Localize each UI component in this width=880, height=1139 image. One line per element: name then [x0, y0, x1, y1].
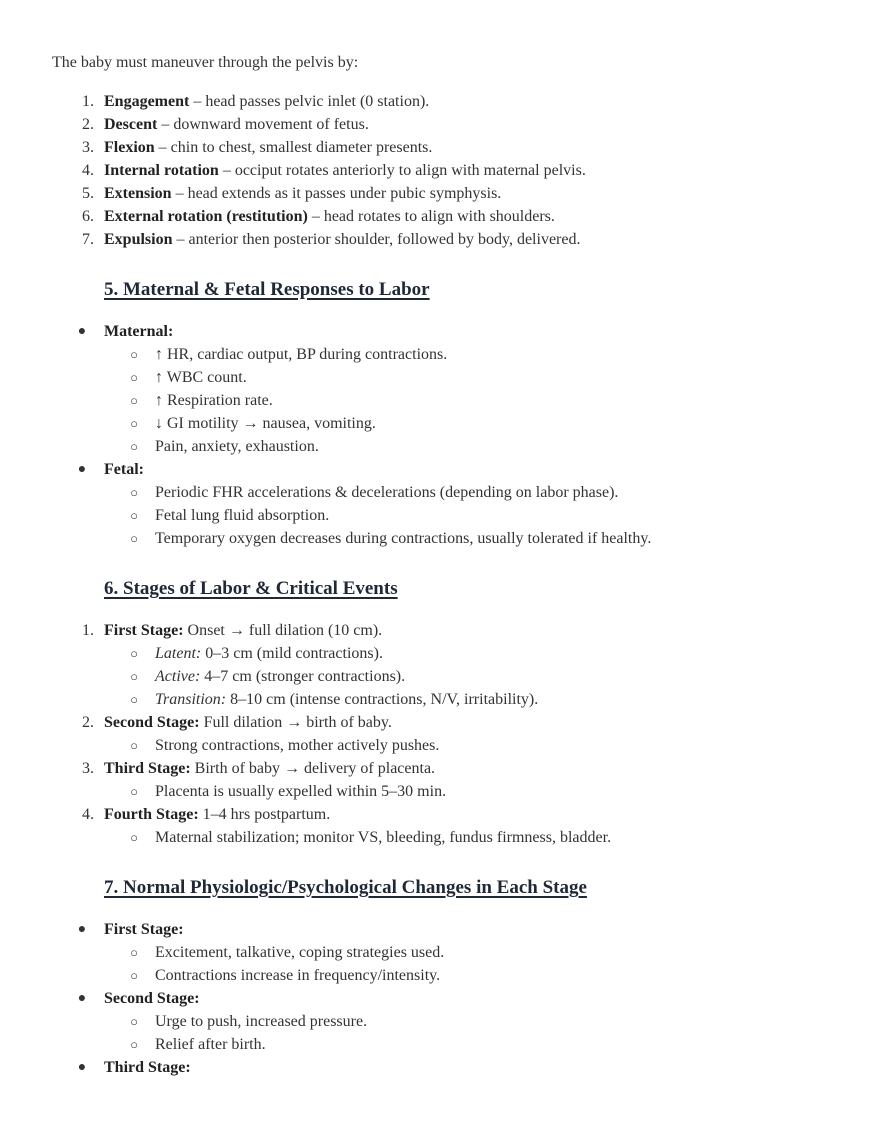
- item-description: 1–4 hrs postpartum.: [198, 806, 331, 823]
- intro-text: The baby must maneuver through the pelvis by:: [52, 54, 359, 71]
- list-item: [0, 1056, 880, 1079]
- hollow-bullet-icon: ○: [130, 439, 138, 454]
- sub-list-item: [0, 504, 880, 527]
- sub-list-item: [0, 435, 880, 458]
- item-description: – downward movement of fetus.: [157, 116, 369, 133]
- sub-list-item: [0, 826, 880, 849]
- sub-list-item: [0, 642, 880, 665]
- sub-list-item: [0, 1010, 880, 1033]
- bullet-icon: ●: [77, 324, 87, 339]
- list-item: [0, 113, 880, 136]
- item-description: – occiput rotates anteriorly to align with maternal pelvis.: [218, 162, 586, 179]
- bullet-list: [0, 918, 880, 1079]
- item-text: [104, 1056, 191, 1079]
- sub-item-description: Strong contractions, mother actively pushes.: [155, 737, 440, 754]
- sub-item-label: Latent:: [155, 645, 202, 662]
- item-text: [104, 711, 392, 734]
- list-item: [0, 458, 880, 481]
- list-item: [0, 182, 880, 205]
- bullet-icon: ●: [77, 922, 87, 937]
- sub-item-text: [155, 941, 444, 964]
- sub-item-description: ↓ GI motility → nausea, vomiting.: [155, 415, 376, 432]
- item-text: [104, 757, 435, 780]
- list-number: 2.: [82, 714, 94, 731]
- list-item: [0, 90, 880, 113]
- item-label: Third Stage:: [104, 760, 191, 777]
- sub-item-text: [155, 665, 405, 688]
- sub-item-text: [155, 527, 651, 550]
- hollow-bullet-icon: ○: [130, 669, 138, 684]
- sub-item-description: Excitement, talkative, coping strategies used.: [155, 944, 445, 961]
- sub-item-label: Active:: [155, 668, 201, 685]
- item-label: Flexion: [104, 139, 155, 156]
- list-number: 3.: [82, 139, 94, 156]
- hollow-bullet-icon: ○: [130, 945, 138, 960]
- hollow-bullet-icon: ○: [130, 531, 138, 546]
- hollow-bullet-icon: ○: [130, 485, 138, 500]
- sub-item-text: [155, 366, 247, 389]
- item-text: [104, 619, 382, 642]
- item-label: Fourth Stage:: [104, 806, 199, 823]
- item-label: Fetal:: [104, 461, 144, 478]
- sub-list-item: [0, 964, 880, 987]
- list-number: 4.: [82, 162, 94, 179]
- sub-list-item: [0, 366, 880, 389]
- hollow-bullet-icon: ○: [130, 830, 138, 845]
- list-item: [0, 136, 880, 159]
- sub-item-text: [155, 642, 383, 665]
- sub-item-description: Temporary oxygen decreases during contractions, usually tolerated if healthy.: [155, 530, 652, 547]
- sub-item-text: [155, 343, 447, 366]
- hollow-bullet-icon: ○: [130, 393, 138, 408]
- sub-item-label: Transition:: [155, 691, 227, 708]
- item-label: Descent: [104, 116, 158, 133]
- sub-item-text: [155, 734, 439, 757]
- sub-item-description: Maternal stabilization; monitor VS, bleeding, fundus firmness, bladder.: [155, 829, 612, 846]
- bullet-list: [0, 320, 880, 550]
- sub-item-description: 4–7 cm (stronger contractions).: [200, 668, 406, 685]
- sub-item-description: Urge to push, increased pressure.: [155, 1013, 368, 1030]
- bullet-icon: ●: [77, 991, 87, 1006]
- item-label: Third Stage:: [104, 1059, 191, 1076]
- bullet-icon: ●: [77, 462, 87, 477]
- sub-item-text: [155, 504, 329, 527]
- item-text: [104, 918, 184, 941]
- document-page: [0, 51, 880, 1079]
- sub-item-description: Periodic FHR accelerations & decelerations (depending on labor phase).: [155, 484, 619, 501]
- sub-item-description: ↑ HR, cardiac output, BP during contractions.: [155, 346, 448, 363]
- sub-item-text: [155, 1010, 367, 1033]
- list-item: [0, 619, 880, 642]
- list-item: [0, 803, 880, 826]
- sub-list-item: [0, 527, 880, 550]
- sub-item-description: Pain, anxiety, exhaustion.: [155, 438, 319, 455]
- list-item: [0, 320, 880, 343]
- hollow-bullet-icon: ○: [130, 1037, 138, 1052]
- item-label: Expulsion: [104, 231, 173, 248]
- item-label: Internal rotation: [104, 162, 219, 179]
- list-number: 1.: [82, 622, 94, 639]
- item-text: [104, 136, 432, 159]
- sub-item-description: 0–3 cm (mild contractions).: [201, 645, 383, 662]
- item-description: – head extends as it passes under pubic symphysis.: [171, 185, 502, 202]
- sub-list-item: [0, 665, 880, 688]
- numbered-list: [0, 619, 880, 849]
- item-description: Birth of baby → delivery of placenta.: [190, 760, 436, 777]
- item-text: [104, 205, 555, 228]
- sub-item-description: ↑ WBC count.: [155, 369, 247, 386]
- hollow-bullet-icon: ○: [130, 347, 138, 362]
- sub-item-description: Fetal lung fluid absorption.: [155, 507, 330, 524]
- item-text: [104, 987, 200, 1010]
- item-description: – chin to chest, smallest diameter presents.: [154, 139, 433, 156]
- hollow-bullet-icon: ○: [130, 646, 138, 661]
- sub-item-text: [155, 780, 446, 803]
- sub-item-text: [155, 826, 611, 849]
- sub-item-description: 8–10 cm (intense contractions, N/V, irritability).: [226, 691, 539, 708]
- item-label: Second Stage:: [104, 990, 200, 1007]
- hollow-bullet-icon: ○: [130, 370, 138, 385]
- sub-list-item: [0, 688, 880, 711]
- sub-list-item: [0, 412, 880, 435]
- sub-list-item: [0, 343, 880, 366]
- list-item: [0, 228, 880, 251]
- item-text: [104, 228, 580, 251]
- list-number: 1.: [82, 93, 94, 110]
- hollow-bullet-icon: ○: [130, 416, 138, 431]
- sub-list-item: [0, 1033, 880, 1056]
- bullet-icon: ●: [77, 1060, 87, 1075]
- sub-list-item: [0, 780, 880, 803]
- sub-item-description: ↑ Respiration rate.: [155, 392, 273, 409]
- item-text: [104, 803, 330, 826]
- item-label: Maternal:: [104, 323, 174, 340]
- list-number: 4.: [82, 806, 94, 823]
- sub-item-text: [155, 688, 538, 711]
- sub-list-item: [0, 734, 880, 757]
- item-label: Extension: [104, 185, 172, 202]
- item-text: [104, 90, 429, 113]
- sub-list-item: [0, 389, 880, 412]
- item-description: – head rotates to align with shoulders.: [307, 208, 555, 225]
- list-item: [0, 711, 880, 734]
- list-item: [0, 757, 880, 780]
- section-heading: 6. Stages of Labor & Critical Events: [104, 578, 398, 599]
- item-label: Engagement: [104, 93, 190, 110]
- sub-item-text: [155, 1033, 266, 1056]
- list-item: [0, 918, 880, 941]
- item-text: [104, 458, 144, 481]
- item-text: [104, 159, 586, 182]
- list-item: [0, 159, 880, 182]
- item-text: [104, 113, 369, 136]
- item-description: – head passes pelvic inlet (0 station).: [189, 93, 430, 110]
- item-description: – anterior then posterior shoulder, followed by body, delivered.: [172, 231, 581, 248]
- item-text: [104, 320, 173, 343]
- list-number: 6.: [82, 208, 94, 225]
- item-label: Second Stage:: [104, 714, 200, 731]
- list-number: 7.: [82, 231, 94, 248]
- hollow-bullet-icon: ○: [130, 968, 138, 983]
- item-label: External rotation (restitution): [104, 208, 308, 225]
- hollow-bullet-icon: ○: [130, 784, 138, 799]
- hollow-bullet-icon: ○: [130, 1014, 138, 1029]
- item-label: First Stage:: [104, 622, 184, 639]
- item-description: Full dilation → birth of baby.: [199, 714, 392, 731]
- sub-list-item: [0, 481, 880, 504]
- sub-item-description: Relief after birth.: [155, 1036, 266, 1053]
- hollow-bullet-icon: ○: [130, 692, 138, 707]
- list-number: 2.: [82, 116, 94, 133]
- sub-item-text: [155, 435, 319, 458]
- section-heading: 5. Maternal & Fetal Responses to Labor: [104, 279, 430, 300]
- numbered-list: [0, 90, 880, 251]
- list-number: 3.: [82, 760, 94, 777]
- hollow-bullet-icon: ○: [130, 508, 138, 523]
- sub-item-description: Placenta is usually expelled within 5–30 min.: [155, 783, 447, 800]
- sub-list-item: [0, 941, 880, 964]
- list-item: [0, 205, 880, 228]
- list-item: [0, 987, 880, 1010]
- section-heading: 7. Normal Physiologic/Psychological Changes in Each Stage: [104, 877, 587, 898]
- item-description: Onset → full dilation (10 cm).: [183, 622, 383, 639]
- sub-item-text: [155, 964, 440, 987]
- item-label: First Stage:: [104, 921, 184, 938]
- hollow-bullet-icon: ○: [130, 738, 138, 753]
- sub-item-text: [155, 412, 376, 435]
- sub-item-description: Contractions increase in frequency/intensity.: [155, 967, 441, 984]
- item-text: [104, 182, 501, 205]
- sub-item-text: [155, 389, 273, 412]
- list-number: 5.: [82, 185, 94, 202]
- sub-item-text: [155, 481, 618, 504]
